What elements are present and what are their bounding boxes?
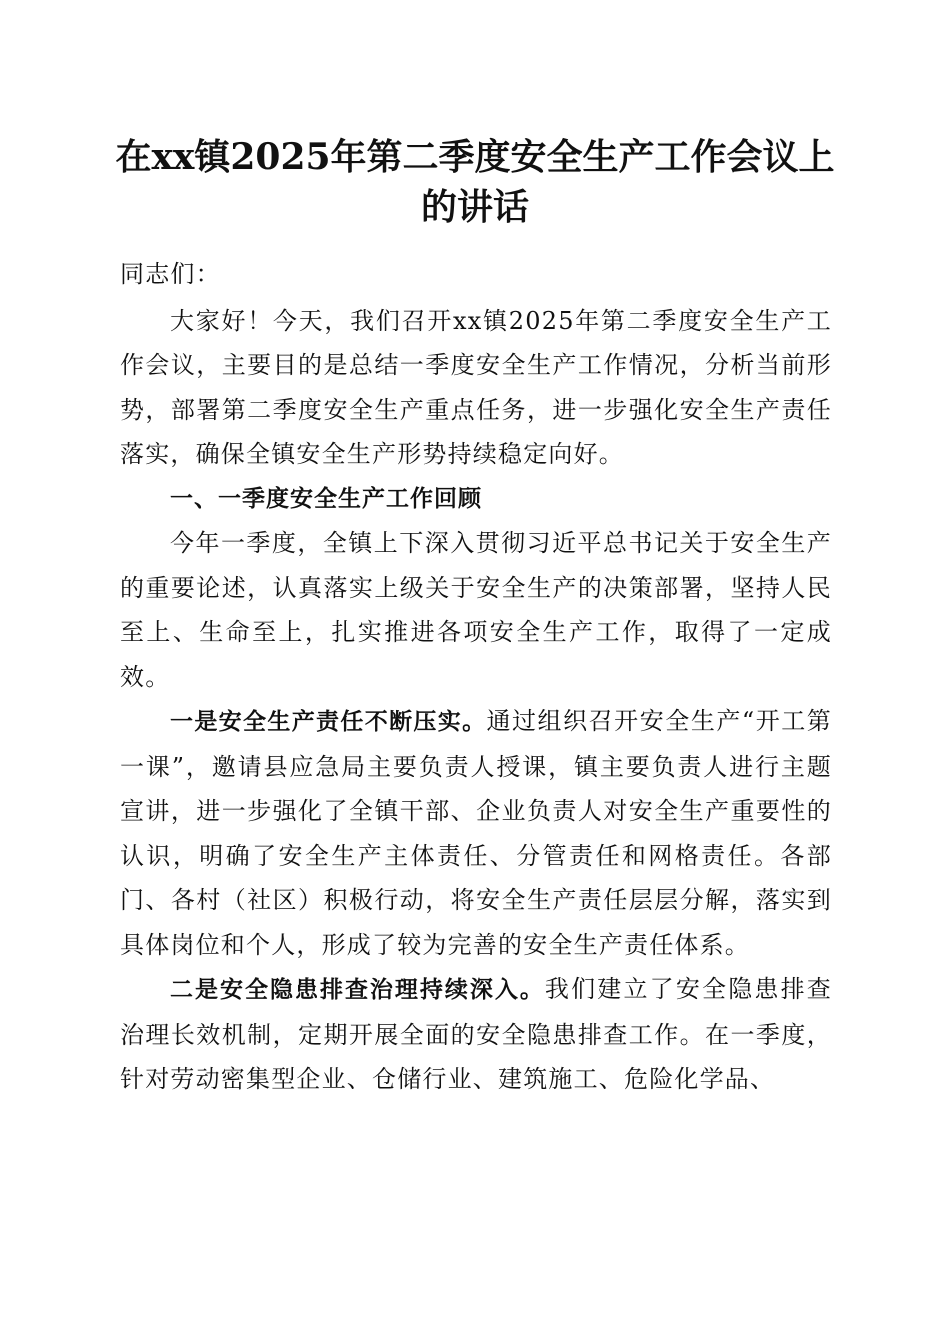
point2-text: 我们建立了安全隐患排查治理长效机制，定期开展全面的安全隐患排查工作。在一季度，针对劳动密集型企业、仓储行业、建筑施工、危险化学品、 [120,975,833,1093]
point2-lead: 二是安全隐患排查治理持续深入。 [170,977,545,1003]
document-title: 在xx镇2025年第二季度安全生产工作会议上的讲话 [115,136,835,228]
document-body [120,252,832,1102]
point2-paragraph [120,967,832,1102]
point1-text: 通过组织召开安全生产“开工第一课”，邀请县应急局主要负责人授课，镇主要负责人进行主题宣讲，进一步强化了全镇干部、企业负责人对安全生产重要性的认识，明确了安全生产主体责任、分管责任和网格责任。各部门、各村（社区）积极行动，将安全生产责任层层分解，落实到具体岗位和个人，形成了较为完善的安全生产责任体系。 [120,707,832,959]
salutation: 同志们： [120,260,221,288]
point1-paragraph [120,699,832,967]
intro-paragraph: 大家好！今天，我们召开xx镇2025年第二季度安全生产工作会议，主要目的是总结一季度安全生产工作情况，分析当前形势，部署第二季度安全生产重点任务，进一步强化安全生产责任落实，确保全镇安全生产形势持续稳定向好。 [120,306,832,468]
section1-overview-paragraph: 今年一季度，全镇上下深入贯彻习近平总书记关于安全生产的重要论述，认真落实上级关于安全生产的决策部署，坚持人民至上、生命至上，扎实推进各项安全生产工作，取得了一定成效。 [120,529,832,691]
section-heading-1: 一、一季度安全生产工作回顾 [170,485,482,512]
point1-lead: 一是安全生产责任不断压实。 [170,709,487,735]
